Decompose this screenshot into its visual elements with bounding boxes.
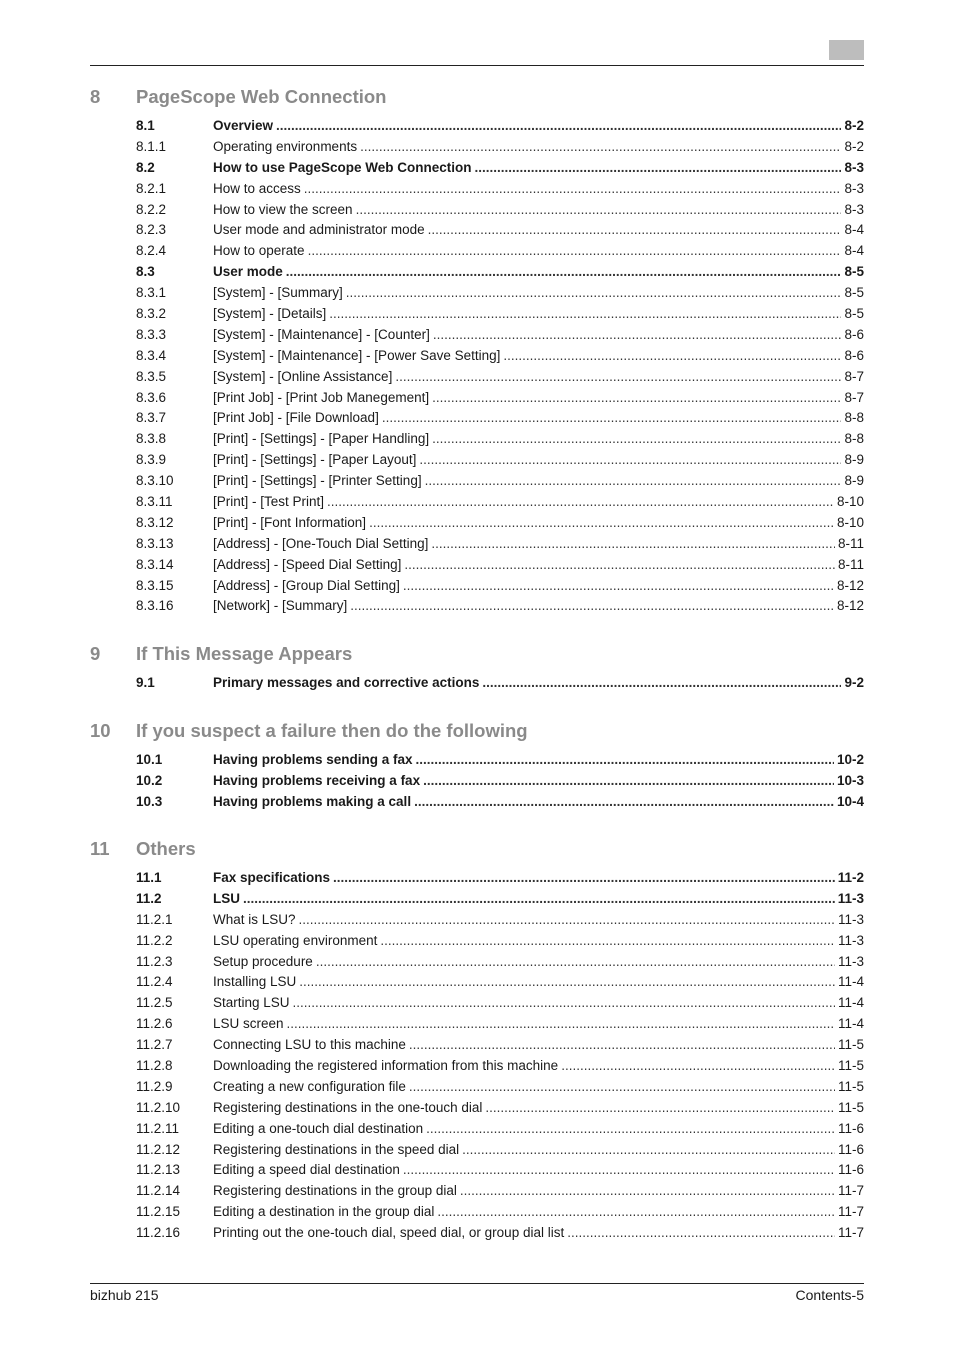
toc-entry[interactable]: [90, 750, 864, 771]
toc-entry-number: 8.3.8: [136, 431, 167, 447]
toc-entry-page: 8-10: [836, 494, 864, 510]
toc-entry[interactable]: [90, 1077, 864, 1098]
toc-dot-leader: [409, 1077, 835, 1098]
toc-entry-page: 11-2: [837, 870, 864, 885]
toc-entry-title: Downloading the registered information from this machine: [213, 1058, 559, 1074]
toc-entry[interactable]: [90, 993, 864, 1014]
toc-entry[interactable]: [90, 910, 864, 931]
toc-entry[interactable]: [90, 388, 864, 409]
toc-dot-leader: [403, 1160, 835, 1181]
toc-entry[interactable]: [90, 346, 864, 367]
toc-entry[interactable]: [90, 429, 864, 450]
toc-entry-number: 8.3.16: [136, 598, 174, 614]
toc-entry[interactable]: [90, 534, 864, 555]
toc-entry-page: 8-6: [844, 326, 864, 342]
toc-dot-leader: [462, 1140, 835, 1161]
toc-entry-number: 8.3.12: [136, 514, 174, 530]
toc-dot-leader: [414, 792, 834, 813]
toc-dot-leader: [460, 1181, 835, 1202]
toc-entry-page: 8-9: [844, 473, 864, 489]
chapter-heading[interactable]: [90, 641, 864, 667]
toc-entry-number: 8.3.3: [136, 326, 167, 342]
toc-entry[interactable]: [90, 220, 864, 241]
toc-dot-leader: [293, 993, 835, 1014]
toc-dot-leader: [299, 972, 835, 993]
toc-dot-leader: [567, 1223, 835, 1244]
toc-entry-page: 8-8: [844, 431, 864, 447]
toc-entry-number: 11.2.12: [136, 1141, 181, 1157]
toc-dot-leader: [276, 116, 841, 137]
toc-entry-title: Printing out the one-touch dial, speed dial, or group dial list: [213, 1225, 565, 1241]
chapter-title: PageScope Web Connection: [136, 86, 387, 107]
chapter-title: Others: [136, 838, 196, 859]
toc-dot-leader: [437, 1202, 835, 1223]
toc-entry[interactable]: [90, 1098, 864, 1119]
toc-entry-number: 11.2.8: [136, 1058, 173, 1074]
toc-entry-title: [Print] - [Settings] - [Paper Handling]: [213, 431, 430, 447]
toc-entry-number: 11.2.14: [136, 1183, 181, 1199]
toc-entry-title: How to view the screen: [213, 201, 353, 217]
toc-dot-leader: [350, 596, 834, 617]
toc-entry-page: 8-5: [844, 264, 864, 280]
header-rule: [90, 65, 864, 66]
toc-dot-leader: [426, 1119, 835, 1140]
toc-entry-title: [System] - [Details]: [213, 306, 327, 322]
toc-entry-title: Overview: [213, 118, 274, 133]
toc-entry-list: [90, 868, 864, 1244]
toc-entry-number: 8.1: [136, 118, 155, 133]
toc-entry[interactable]: [90, 972, 864, 993]
toc-chapter-8: [90, 84, 864, 617]
toc-dot-leader: [286, 262, 842, 283]
chapter-heading[interactable]: [90, 718, 864, 744]
toc-entry-title: Having problems receiving a fax: [213, 772, 421, 788]
chapter-heading[interactable]: [90, 84, 864, 110]
toc-entry-number: 11.2.4: [136, 974, 173, 990]
toc-entry-page: 8-9: [844, 452, 864, 468]
toc-entry[interactable]: [90, 673, 864, 694]
toc-entry-title: [Address] - [One-Touch Dial Setting]: [213, 535, 429, 551]
toc-entry-number: 11.1: [136, 870, 162, 885]
toc-entry-title: LSU operating environment: [213, 932, 378, 948]
toc-entry-title: [Address] - [Group Dial Setting]: [213, 577, 400, 593]
toc-entry-number: 8.3.10: [136, 473, 174, 489]
toc-entry[interactable]: [90, 158, 864, 179]
toc-entry-page: 11-7: [837, 1183, 864, 1199]
toc-entry[interactable]: [90, 283, 864, 304]
toc-entry-number: 8.3.13: [136, 535, 174, 551]
toc-entry[interactable]: [90, 792, 864, 813]
toc-entry-title: [System] - [Online Assistance]: [213, 368, 393, 384]
chapter-number: 9: [90, 643, 101, 664]
toc-dot-leader: [382, 408, 842, 429]
chapter-number: 10: [90, 720, 111, 741]
toc-entry-title: Editing a speed dial destination: [213, 1162, 400, 1178]
toc-entry-title: Editing a destination in the group dial: [213, 1204, 435, 1220]
toc-entry[interactable]: [90, 889, 864, 910]
toc-dot-leader: [404, 555, 835, 576]
toc-entry-title: Operating environments: [213, 138, 358, 154]
toc-entry-title: User mode: [213, 264, 283, 280]
toc-entry[interactable]: [90, 771, 864, 792]
toc-entry-number: 11.2.10: [136, 1099, 181, 1115]
footer-rule: [90, 1283, 864, 1284]
toc-dot-leader: [431, 534, 835, 555]
toc-entry-page: 8-6: [844, 347, 864, 363]
toc-dot-leader: [425, 471, 842, 492]
toc-entry-number: 11.2.9: [136, 1078, 173, 1094]
toc-entry-number: 8.3.9: [136, 452, 167, 468]
toc-dot-leader: [380, 931, 835, 952]
toc-dot-leader: [346, 283, 842, 304]
toc-entry[interactable]: [90, 137, 864, 158]
toc-dot-leader: [395, 367, 841, 388]
toc-entry-number: 8.3.15: [136, 577, 174, 593]
toc-dot-leader: [475, 158, 842, 179]
toc-chapter-9: [90, 641, 864, 694]
toc-entry-title: How to access: [213, 180, 301, 196]
toc-entry-title: Creating a new configuration file: [213, 1078, 406, 1094]
toc-entry-number: 8.2.3: [136, 222, 167, 238]
toc-entry[interactable]: [90, 325, 864, 346]
toc-dot-leader: [308, 241, 842, 262]
toc-chapter-10: [90, 718, 864, 813]
toc-dot-leader: [356, 200, 842, 221]
toc-entry-page: 11-5: [837, 1037, 864, 1053]
toc-entry[interactable]: [90, 596, 864, 617]
toc-entry-title: [Print Job] - [Print Job Manegement]: [213, 389, 430, 405]
toc-entry-page: 8-2: [844, 138, 864, 154]
toc-entry-page: 10-3: [836, 772, 864, 788]
toc-entry-number: 8.3.4: [136, 347, 167, 363]
toc-entry-page: 8-12: [836, 577, 864, 593]
toc-entry-number: 8.3.14: [136, 556, 174, 572]
toc-entry-title: Installing LSU: [213, 974, 297, 990]
toc-entry-page: 11-7: [837, 1225, 864, 1241]
toc-entry-title: User mode and administrator mode: [213, 222, 425, 238]
toc-entry-title: How to operate: [213, 243, 305, 259]
toc-entry-page: 11-4: [837, 1016, 864, 1032]
chapter-tab-marker: [829, 40, 864, 60]
toc-entry-page: 8-2: [844, 118, 864, 133]
toc-entry-page: 11-3: [837, 911, 864, 927]
toc-entry[interactable]: [90, 1014, 864, 1035]
toc-entry-number: 11.2.7: [136, 1037, 173, 1053]
toc-entry[interactable]: [90, 1223, 864, 1244]
toc-entry-number: 10.1: [136, 752, 163, 767]
footer-product-name: bizhub 215: [90, 1287, 159, 1303]
toc-entry-number: 11.2.3: [136, 953, 173, 969]
toc-entry-title: [System] - [Maintenance] - [Power Save Setting]: [213, 347, 501, 363]
chapter-title: If This Message Appears: [136, 643, 353, 664]
toc-entry[interactable]: [90, 1181, 864, 1202]
toc-entry[interactable]: [90, 116, 864, 137]
toc-dot-leader: [433, 325, 842, 346]
toc-entry-title: Editing a one-touch dial destination: [213, 1120, 424, 1136]
toc-entry-title: Connecting LSU to this machine: [213, 1037, 406, 1053]
toc-dot-leader: [416, 750, 834, 771]
toc-entry-page: 8-3: [844, 201, 864, 217]
toc-entry-title: LSU screen: [213, 1016, 284, 1032]
toc-entry-page: 8-4: [844, 243, 864, 259]
toc-entry-title: [Print] - [Settings] - [Paper Layout]: [213, 452, 417, 468]
toc-entry-page: 11-5: [837, 1058, 864, 1074]
toc-entry-page: 11-6: [837, 1141, 864, 1157]
toc-entry-page: 8-8: [844, 410, 864, 426]
toc-dot-leader: [403, 576, 834, 597]
toc-entry-number: 8.3: [136, 264, 155, 280]
toc-entry-page: 8-3: [844, 159, 864, 175]
toc-entry-number: 11.2.15: [136, 1204, 181, 1220]
toc-entry[interactable]: [90, 513, 864, 534]
toc-entry[interactable]: [90, 179, 864, 200]
toc-entry[interactable]: [90, 1035, 864, 1056]
chapter-heading[interactable]: [90, 836, 864, 862]
toc-entry-number: 10.2: [136, 772, 163, 788]
toc-entry-number: 10.3: [136, 793, 163, 809]
footer-page-number: Contents-5: [795, 1287, 864, 1303]
toc-entry-title: Having problems sending a fax: [213, 752, 413, 767]
toc-dot-leader: [485, 1098, 835, 1119]
toc-entry[interactable]: [90, 304, 864, 325]
toc-dot-leader: [409, 1035, 835, 1056]
toc-entry-page: 8-5: [844, 285, 864, 301]
toc-entry[interactable]: [90, 492, 864, 513]
toc-entry-number: 8.2: [136, 159, 155, 175]
toc-entry-title: Registering destinations in the group dial: [213, 1183, 457, 1199]
toc-entry[interactable]: [90, 1160, 864, 1181]
toc-entry-page: 8-7: [844, 368, 864, 384]
toc-entry[interactable]: [90, 262, 864, 283]
toc-entry-page: 8-10: [836, 514, 864, 530]
toc-entry-title: [Print] - [Test Print]: [213, 494, 325, 510]
toc-entry-page: 11-7: [837, 1204, 864, 1220]
toc-entry-number: 11.2.6: [136, 1016, 173, 1032]
toc-entry-title: Having problems making a call: [213, 793, 412, 809]
toc-entry-number: 11.2.16: [136, 1225, 181, 1241]
toc-entry-number: 11.2.5: [136, 995, 173, 1011]
toc-entry-number: 9.1: [136, 675, 155, 690]
chapter-number: 8: [90, 86, 101, 107]
toc-entry[interactable]: [90, 576, 864, 597]
toc-dot-leader: [432, 429, 841, 450]
chapter-title: If you suspect a failure then do the following: [136, 720, 528, 741]
toc-dot-leader: [243, 889, 835, 910]
toc-entry-title: What is LSU?: [213, 911, 296, 927]
toc-entry-page: 11-4: [837, 974, 864, 990]
toc-entry[interactable]: [90, 367, 864, 388]
toc-entry-page: 11-3: [837, 953, 864, 969]
toc-dot-leader: [423, 771, 834, 792]
toc-entry[interactable]: [90, 555, 864, 576]
toc-entry-number: 8.3.11: [136, 494, 173, 510]
toc-entry-list: [90, 116, 864, 617]
toc-entry[interactable]: [90, 200, 864, 221]
toc-entry-page: 8-7: [844, 389, 864, 405]
toc-dot-leader: [432, 388, 841, 409]
toc-dot-leader: [287, 1014, 835, 1035]
toc-entry-page: 11-3: [837, 932, 864, 948]
toc-entry-number: 11.2.1: [136, 911, 173, 927]
toc-dot-leader: [329, 304, 841, 325]
toc-entry[interactable]: [90, 241, 864, 262]
toc-entry-page: 11-6: [837, 1120, 864, 1136]
toc-dot-leader: [561, 1056, 835, 1077]
toc-entry-page: 10-4: [836, 793, 864, 809]
toc-entry-title: LSU: [213, 890, 240, 906]
toc-entry-page: 8-5: [844, 306, 864, 322]
toc-entry-page: 9-2: [844, 675, 864, 690]
toc-entry-title: Primary messages and corrective actions: [213, 675, 480, 690]
chapter-number: 11: [90, 838, 110, 859]
toc-entry-number: 8.3.5: [136, 368, 167, 384]
toc-dot-leader: [360, 137, 841, 158]
toc-entry-title: Fax specifications: [213, 870, 331, 885]
toc-entry-title: [Print Job] - [File Download]: [213, 410, 379, 426]
toc-entry-title: How to use PageScope Web Connection: [213, 159, 472, 175]
toc-dot-leader: [327, 492, 834, 513]
toc-entry-number: 8.3.7: [136, 410, 167, 426]
toc-entry-number: 8.3.1: [136, 285, 167, 301]
toc-entry-number: 11.2.13: [136, 1162, 181, 1178]
toc-entry[interactable]: [90, 952, 864, 973]
toc-entry-title: Starting LSU: [213, 995, 290, 1011]
toc-dot-leader: [428, 220, 842, 241]
toc-entry-title: [Print] - [Settings] - [Printer Setting]: [213, 473, 422, 489]
toc-entry-number: 11.2.2: [136, 932, 173, 948]
toc-entry-page: 11-3: [837, 890, 864, 906]
toc-entry-number: 8.2.4: [136, 243, 167, 259]
toc-entry-title: [Network] - [Summary]: [213, 598, 348, 614]
toc-entry-list: [90, 750, 864, 813]
toc-entry-title: [Print] - [Font Information]: [213, 514, 367, 530]
toc-entry-page: 10-2: [836, 752, 864, 767]
toc-entry-title: [System] - [Summary]: [213, 285, 343, 301]
toc-entry[interactable]: [90, 868, 864, 889]
toc-entry-number: 8.2.2: [136, 201, 167, 217]
toc-entry-title: Setup procedure: [213, 953, 313, 969]
toc-entry[interactable]: [90, 1140, 864, 1161]
toc-entry-number: 8.3.2: [136, 306, 167, 322]
toc-entry-page: 11-5: [837, 1099, 864, 1115]
toc-entry-number: 11.2: [136, 890, 162, 906]
toc-entry-list: [90, 673, 864, 694]
toc-entry-number: 8.2.1: [136, 180, 167, 196]
toc-entry-page: 11-5: [837, 1078, 864, 1094]
toc-entry[interactable]: [90, 408, 864, 429]
toc-entry[interactable]: [90, 1202, 864, 1223]
toc-entry-page: 8-12: [836, 598, 864, 614]
toc-dot-leader: [316, 952, 835, 973]
toc-entry-page: 8-3: [844, 180, 864, 196]
toc-dot-leader: [369, 513, 834, 534]
toc-entry-number: 11.2.11: [136, 1120, 180, 1136]
toc-dot-leader: [419, 450, 841, 471]
toc-entry-title: Registering destinations in the one-touch dial: [213, 1099, 483, 1115]
toc-entry-number: 8.3.6: [136, 389, 167, 405]
toc-entry[interactable]: [90, 931, 864, 952]
toc-chapter-11: [90, 836, 864, 1244]
toc-entry[interactable]: [90, 1119, 864, 1140]
toc-entry-page: 8-11: [837, 556, 864, 572]
toc-entry-page: 11-4: [837, 995, 864, 1011]
toc-entry[interactable]: [90, 1056, 864, 1077]
toc-entry[interactable]: [90, 471, 864, 492]
toc-entry-page: 8-4: [844, 222, 864, 238]
toc-dot-leader: [503, 346, 841, 367]
toc-entry-title: Registering destinations in the speed dial: [213, 1141, 460, 1157]
toc-dot-leader: [333, 868, 835, 889]
toc-entry-title: [Address] - [Speed Dial Setting]: [213, 556, 402, 572]
toc-dot-leader: [304, 179, 842, 200]
toc-entry-page: 11-6: [837, 1162, 864, 1178]
toc-entry[interactable]: [90, 450, 864, 471]
toc-dot-leader: [482, 673, 841, 694]
toc-entry-title: [System] - [Maintenance] - [Counter]: [213, 326, 430, 342]
toc-entry-number: 8.1.1: [136, 138, 167, 154]
toc-entry-page: 8-11: [837, 535, 864, 551]
toc-dot-leader: [299, 910, 835, 931]
